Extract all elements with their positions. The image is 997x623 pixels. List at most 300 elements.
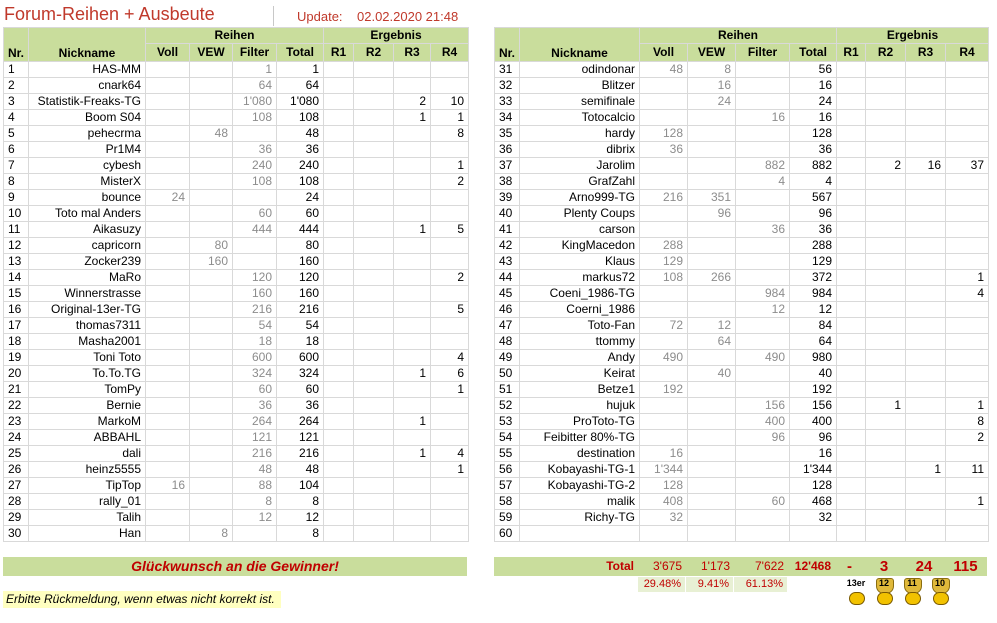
column-header-voll: Voll [146, 44, 190, 62]
cell-nickname: Original-13er-TG [29, 302, 146, 318]
cell-vew [190, 94, 233, 110]
column-header-total: Total [277, 44, 324, 62]
cell-total [790, 526, 837, 542]
cell-r2 [866, 318, 906, 334]
cell-total: 264 [277, 414, 324, 430]
cell-r4 [431, 254, 469, 270]
cell-nickname: hujuk [520, 398, 640, 414]
cell-nr: 53 [495, 414, 520, 430]
cell-vew: 266 [688, 270, 736, 286]
cell-voll [146, 366, 190, 382]
cell-voll [640, 286, 688, 302]
cell-vew [190, 222, 233, 238]
cell-total: 980 [790, 350, 837, 366]
cell-total: 32 [790, 510, 837, 526]
column-header-r1: R1 [324, 44, 354, 62]
cell-filter: 60 [233, 206, 277, 222]
cell-nr: 19 [4, 350, 29, 366]
cell-r3 [394, 462, 431, 478]
cell-r4: 1 [946, 270, 989, 286]
cell-r4: 1 [946, 494, 989, 510]
cell-voll [146, 446, 190, 462]
cell-r3: 1 [906, 462, 946, 478]
cell-r4: 2 [946, 430, 989, 446]
cell-r4: 8 [431, 126, 469, 142]
cell-r2: 1 [866, 398, 906, 414]
cell-vew [190, 382, 233, 398]
cell-filter: 490 [736, 350, 790, 366]
cell-total: 24 [790, 94, 837, 110]
cell-filter: 48 [233, 462, 277, 478]
cell-vew [190, 334, 233, 350]
column-header-filter: Filter [233, 44, 277, 62]
cell-voll [640, 94, 688, 110]
cell-nickname: hardy [520, 126, 640, 142]
cell-nr: 6 [4, 142, 29, 158]
cell-vew [190, 174, 233, 190]
cell-total: 16 [790, 110, 837, 126]
cell-nickname: Jarolim [520, 158, 640, 174]
cell-nickname: Plenty Coups [520, 206, 640, 222]
table-row [4, 174, 469, 190]
cell-filter: 88 [233, 478, 277, 494]
cell-nr: 42 [495, 238, 520, 254]
cell-nr: 30 [4, 526, 29, 542]
total-r2: 3 [879, 558, 889, 575]
pct-voll: 29.48% [638, 577, 686, 592]
cell-filter [736, 382, 790, 398]
cell-r4 [946, 174, 989, 190]
cell-r4 [946, 206, 989, 222]
pct-vew: 9.41% [686, 577, 734, 592]
cell-voll [146, 174, 190, 190]
cell-r4: 37 [946, 158, 989, 174]
cell-total: 468 [790, 494, 837, 510]
cell-voll [146, 222, 190, 238]
cell-r4 [431, 286, 469, 302]
cell-r3: 1 [394, 414, 431, 430]
cell-r4 [946, 318, 989, 334]
cell-total: 108 [277, 110, 324, 126]
cell-voll [146, 494, 190, 510]
cell-filter: 984 [736, 286, 790, 302]
cell-r4 [431, 526, 469, 542]
cell-voll: 24 [146, 190, 190, 206]
cell-nickname: MarkoM [29, 414, 146, 430]
cell-r3 [906, 142, 946, 158]
cell-r1 [324, 462, 354, 478]
cell-r3: 1 [394, 110, 431, 126]
cell-voll: 288 [640, 238, 688, 254]
cell-r4: 1 [431, 158, 469, 174]
cell-nickname: semifinale [520, 94, 640, 110]
cell-nr: 26 [4, 462, 29, 478]
cell-vew [688, 142, 736, 158]
cell-nickname: Richy-TG [520, 510, 640, 526]
cell-r2: 2 [866, 158, 906, 174]
cell-voll [146, 414, 190, 430]
cell-vew [688, 398, 736, 414]
cell-nickname: Keirat [520, 366, 640, 382]
cell-r2 [866, 462, 906, 478]
cell-filter: 264 [233, 414, 277, 430]
cell-r1 [837, 238, 866, 254]
cell-vew [688, 158, 736, 174]
cell-r2 [354, 126, 394, 142]
cell-vew [190, 366, 233, 382]
cell-nr: 24 [4, 430, 29, 446]
cell-total: 600 [277, 350, 324, 366]
cell-filter: 4 [736, 174, 790, 190]
cell-r2 [866, 494, 906, 510]
cell-r3 [394, 350, 431, 366]
cell-filter [233, 254, 277, 270]
cell-r1 [837, 190, 866, 206]
cell-r2 [866, 414, 906, 430]
cell-total: 48 [277, 462, 324, 478]
cell-voll: 16 [640, 446, 688, 462]
column-header-r2: R2 [866, 44, 906, 62]
table-row [4, 302, 469, 318]
cell-filter [233, 238, 277, 254]
pct-filter: 61.13% [734, 577, 788, 592]
cell-r4 [431, 414, 469, 430]
cell-nickname: MisterX [29, 174, 146, 190]
cell-voll [640, 430, 688, 446]
table-row [4, 334, 469, 350]
column-header-r1: R1 [837, 44, 866, 62]
cell-nr: 16 [4, 302, 29, 318]
cell-voll [146, 462, 190, 478]
cell-r1 [324, 382, 354, 398]
cell-r4 [946, 350, 989, 366]
cell-nr: 3 [4, 94, 29, 110]
column-header-voll: Voll [640, 44, 688, 62]
cell-voll [640, 366, 688, 382]
cell-r1 [324, 142, 354, 158]
cell-total: 16 [790, 78, 837, 94]
cell-nickname: odindonar [520, 62, 640, 78]
column-header-r3: R3 [906, 44, 946, 62]
cell-r1 [837, 62, 866, 78]
cell-r3: 1 [394, 446, 431, 462]
cell-r4 [431, 62, 469, 78]
cell-r3 [394, 126, 431, 142]
cell-vew [688, 126, 736, 142]
cell-total: 121 [277, 430, 324, 446]
cell-nr: 10 [4, 206, 29, 222]
table-row [4, 478, 469, 494]
cell-r4 [946, 334, 989, 350]
cell-r4 [946, 142, 989, 158]
cell-vew [190, 510, 233, 526]
cell-r2 [354, 494, 394, 510]
cell-nickname: carson [520, 222, 640, 238]
cell-nickname: bounce [29, 190, 146, 206]
cell-r1 [837, 318, 866, 334]
cell-nickname: HAS-MM [29, 62, 146, 78]
cell-total: 160 [277, 286, 324, 302]
cell-filter [736, 318, 790, 334]
cell-voll: 490 [640, 350, 688, 366]
cell-total: 128 [790, 478, 837, 494]
cell-vew [688, 222, 736, 238]
cell-nickname: ABBAHL [29, 430, 146, 446]
cell-voll: 128 [640, 478, 688, 494]
cell-r1 [324, 190, 354, 206]
cell-r4: 5 [431, 222, 469, 238]
page-title: Forum-Reihen + Ausbeute [4, 4, 215, 24]
cell-voll [146, 430, 190, 446]
cell-filter: 60 [233, 382, 277, 398]
table-row [4, 126, 469, 142]
table-row [4, 382, 469, 398]
column-group-reihen: Reihen [640, 28, 837, 44]
cell-vew [688, 286, 736, 302]
cell-voll [146, 382, 190, 398]
cell-filter: 400 [736, 414, 790, 430]
cell-r2 [354, 238, 394, 254]
cell-voll: 1'344 [640, 462, 688, 478]
cell-r2 [866, 110, 906, 126]
cell-nickname: Coerni_1986 [520, 302, 640, 318]
cell-filter: 108 [233, 110, 277, 126]
cell-r2 [354, 62, 394, 78]
cell-filter [736, 238, 790, 254]
cell-vew [190, 158, 233, 174]
cell-r3 [906, 190, 946, 206]
update-timestamp: 02.02.2020 21:48 [357, 9, 459, 24]
cell-r3 [906, 126, 946, 142]
cell-r2 [354, 414, 394, 430]
cell-r3 [394, 478, 431, 494]
table-row [495, 350, 989, 366]
cell-filter: 36 [233, 142, 277, 158]
cell-r2 [866, 238, 906, 254]
cell-r1 [837, 110, 866, 126]
cell-r1 [837, 478, 866, 494]
cell-voll [640, 78, 688, 94]
cell-nickname [520, 526, 640, 542]
cell-r2 [354, 510, 394, 526]
cell-filter: 600 [233, 350, 277, 366]
cell-r1 [324, 254, 354, 270]
cell-voll: 128 [640, 126, 688, 142]
cell-voll [146, 62, 190, 78]
cell-nickname: TipTop [29, 478, 146, 494]
cell-nr: 50 [495, 366, 520, 382]
cell-nr: 2 [4, 78, 29, 94]
cell-total: 36 [277, 142, 324, 158]
cell-nickname: ttommy [520, 334, 640, 350]
cell-nr: 37 [495, 158, 520, 174]
cell-nr: 5 [4, 126, 29, 142]
cell-voll: 72 [640, 318, 688, 334]
cell-r2 [354, 94, 394, 110]
cell-voll [640, 398, 688, 414]
cell-voll [146, 398, 190, 414]
cell-vew: 24 [688, 94, 736, 110]
cell-r4: 4 [946, 286, 989, 302]
cell-nr: 31 [495, 62, 520, 78]
cell-r3 [906, 510, 946, 526]
cell-r1 [837, 78, 866, 94]
cell-voll [640, 526, 688, 542]
cell-r4 [946, 254, 989, 270]
cell-vew [190, 462, 233, 478]
cell-nr: 36 [495, 142, 520, 158]
cell-voll: 36 [640, 142, 688, 158]
cell-vew [190, 350, 233, 366]
cell-nr: 45 [495, 286, 520, 302]
cell-r1 [324, 110, 354, 126]
cell-r3 [394, 526, 431, 542]
cell-r3 [394, 206, 431, 222]
cell-total: 444 [277, 222, 324, 238]
cell-vew [190, 78, 233, 94]
column-header-nr: Nr. [4, 28, 29, 62]
cell-nr: 13 [4, 254, 29, 270]
cell-r2 [354, 398, 394, 414]
medal-icons [845, 576, 951, 604]
cell-r3 [394, 174, 431, 190]
cell-nickname: malik [520, 494, 640, 510]
table-row [4, 206, 469, 222]
percentage-row [638, 577, 788, 592]
cell-total: 40 [790, 366, 837, 382]
cell-nr: 29 [4, 510, 29, 526]
cell-total: 129 [790, 254, 837, 270]
cell-r4: 10 [431, 94, 469, 110]
cell-r1 [837, 174, 866, 190]
cell-nickname: dibrix [520, 142, 640, 158]
column-header-r4: R4 [946, 44, 989, 62]
cell-nickname: Boom S04 [29, 110, 146, 126]
cell-r1 [324, 62, 354, 78]
cell-r2 [866, 334, 906, 350]
table-row [495, 494, 989, 510]
cell-vew [190, 110, 233, 126]
cell-r4 [946, 126, 989, 142]
column-header-vew: VEW [688, 44, 736, 62]
cell-filter [736, 446, 790, 462]
cell-r4: 1 [946, 398, 989, 414]
cell-r4 [431, 238, 469, 254]
cell-r4 [946, 366, 989, 382]
cell-filter: 96 [736, 430, 790, 446]
cell-total: 16 [790, 446, 837, 462]
cell-nr: 52 [495, 398, 520, 414]
cell-voll [146, 350, 190, 366]
table-row [495, 110, 989, 126]
trophy-12-icon: 12 [873, 576, 895, 604]
cell-nickname: dali [29, 446, 146, 462]
cell-r1 [324, 302, 354, 318]
update-label: Update: [297, 9, 343, 24]
cell-r2 [354, 302, 394, 318]
cell-filter: 444 [233, 222, 277, 238]
cell-filter: 36 [736, 222, 790, 238]
cell-r4: 4 [431, 350, 469, 366]
cell-nr: 11 [4, 222, 29, 238]
cell-r3: 2 [394, 94, 431, 110]
cell-r2 [354, 526, 394, 542]
column-header-nickname: Nickname [29, 28, 146, 62]
cell-vew: 16 [688, 78, 736, 94]
cell-r3 [906, 446, 946, 462]
cell-nr: 47 [495, 318, 520, 334]
cell-nr: 56 [495, 462, 520, 478]
cell-vew [688, 350, 736, 366]
cell-vew [688, 446, 736, 462]
smiley-13er-icon: 13er [845, 576, 867, 604]
cell-r1 [837, 382, 866, 398]
cell-r1 [837, 462, 866, 478]
cell-nr: 32 [495, 78, 520, 94]
cell-nickname: Statistik-Freaks-TG [29, 94, 146, 110]
cell-r2 [866, 142, 906, 158]
cell-nickname: Arno999-TG [520, 190, 640, 206]
cell-r4 [946, 382, 989, 398]
table-row [4, 222, 469, 238]
table-row [4, 78, 469, 94]
cell-filter [736, 478, 790, 494]
cell-r3 [394, 286, 431, 302]
cell-r2 [866, 206, 906, 222]
cell-voll: 216 [640, 190, 688, 206]
cell-nickname: ProToto-TG [520, 414, 640, 430]
cell-r1 [837, 206, 866, 222]
total-vew: 1'173 [701, 559, 730, 573]
cell-r2 [354, 318, 394, 334]
cell-vew [688, 526, 736, 542]
cell-r4 [946, 526, 989, 542]
cell-r4 [946, 510, 989, 526]
cell-r4: 1 [431, 462, 469, 478]
cell-nickname: KingMacedon [520, 238, 640, 254]
cell-r2 [354, 222, 394, 238]
column-header-r4: R4 [431, 44, 469, 62]
cell-vew: 80 [190, 238, 233, 254]
cell-vew [190, 398, 233, 414]
cell-nr: 18 [4, 334, 29, 350]
cell-r3 [394, 238, 431, 254]
cell-r2 [354, 334, 394, 350]
table-row [495, 174, 989, 190]
cell-filter: 160 [233, 286, 277, 302]
column-header-nickname: Nickname [520, 28, 640, 62]
cell-filter: 18 [233, 334, 277, 350]
cell-vew [688, 110, 736, 126]
cell-nickname: TomPy [29, 382, 146, 398]
cell-r4 [431, 190, 469, 206]
cell-voll [146, 286, 190, 302]
cell-r1 [324, 526, 354, 542]
cell-r3 [394, 398, 431, 414]
cell-total: 104 [277, 478, 324, 494]
trophy-10-icon: 10 [929, 576, 951, 604]
table-row [495, 190, 989, 206]
cell-r1 [837, 222, 866, 238]
cell-r2 [354, 382, 394, 398]
cell-r2 [866, 78, 906, 94]
cell-total: 4 [790, 174, 837, 190]
cell-nr: 55 [495, 446, 520, 462]
cell-r2 [866, 382, 906, 398]
cell-r1 [324, 510, 354, 526]
cell-voll [146, 318, 190, 334]
cell-r4: 5 [431, 302, 469, 318]
